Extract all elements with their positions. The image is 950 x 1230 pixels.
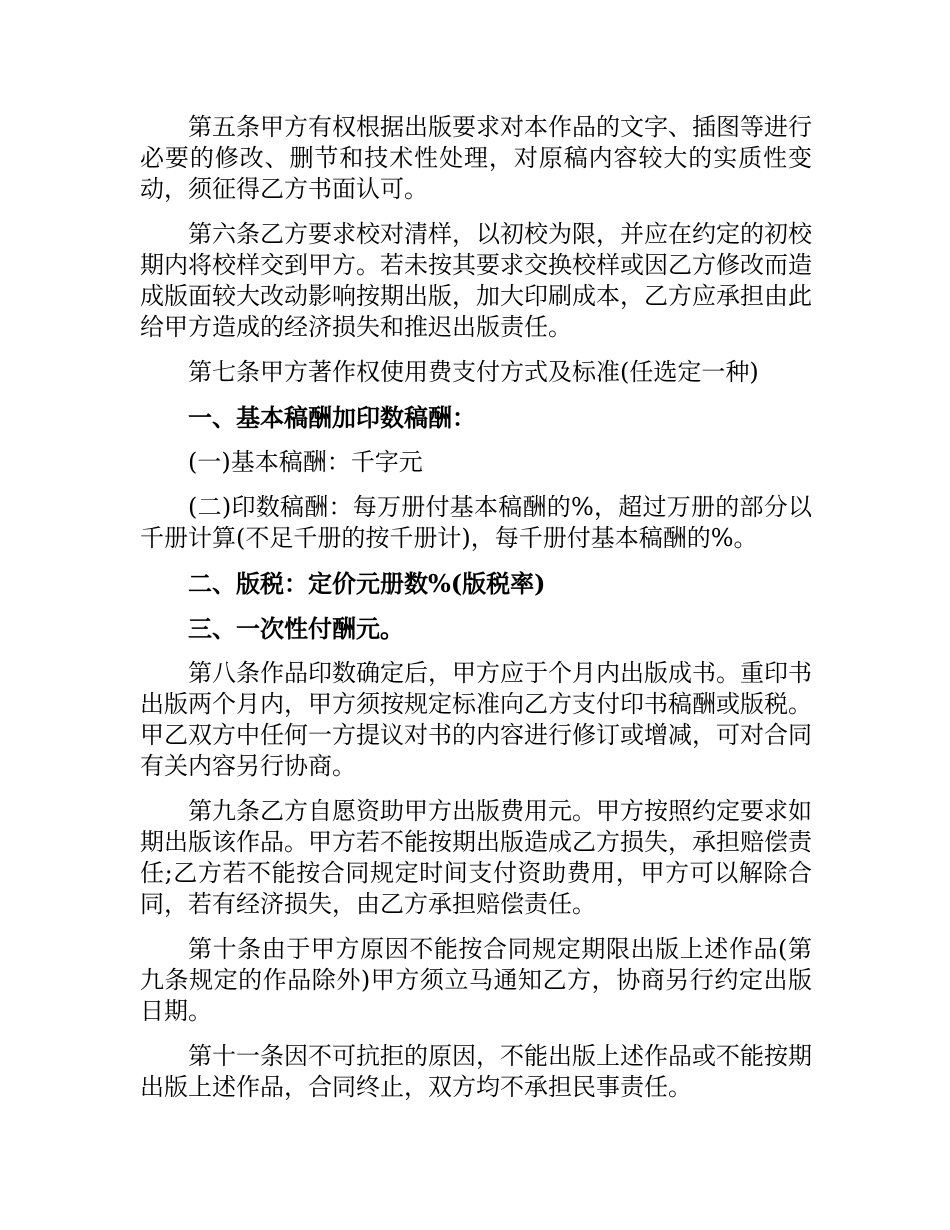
clause-8-paragraph: 第八条作品印数确定后，甲方应于个月内出版成书。重印书出版两个月内，甲方须按规定标准向乙方支付印书稿酬或版税。甲乙双方中任何一方提议对书的内容进行修订或增减，可对合同有关内容另行协商。 [140,659,812,780]
clause-6-paragraph: 第六条乙方要求校对清样，以初校为限，并应在约定的初校期内将校样交到甲方。若未按其要求交换校样或因乙方修改而造成版面较大改动影响按期出版，加大印刷成本，乙方应承担由此给甲方造成的经济损失和推迟出版责任。 [140,220,812,341]
basic-royalty-item: (一)基本稿酬：千字元 [188,448,423,476]
print-run-royalty-item: (二)印数稿酬：每万册付基本稿酬的%，超过万册的部分以千册计算(不足千册的按千册计)，每千册付基本稿酬的%。 [140,493,812,552]
clause-5-paragraph: 第五条甲方有权根据出版要求对本作品的文字、插图等进行必要的修改、删节和技术性处理，对原稿内容较大的实质性变动，须征得乙方书面认可。 [140,113,812,203]
document-page [140,112,812,1117]
option-1-heading: 一、基本稿酬加印数稿酬： [188,403,476,432]
option-2-heading: 二、版税：定价元册数%(版税率) [188,569,546,598]
option-3-heading: 三、一次性付酬元。 [188,614,404,643]
clause-10-paragraph: 第十条由于甲方原因不能按合同规定期限出版上述作品(第九条规定的作品除外)甲方须立马通知乙方，协商另行约定出版日期。 [140,935,812,1025]
clause-11-paragraph: 第十一条因不可抗拒的原因，不能出版上述作品或不能按期出版上述作品，合同终止，双方均不承担民事责任。 [140,1042,812,1101]
clause-7-paragraph: 第七条甲方著作权使用费支付方式及标准(任选定一种) [188,358,759,386]
clause-9-paragraph: 第九条乙方自愿资助甲方出版费用元。甲方按照约定要求如期出版该作品。甲方若不能按期出版造成乙方损失，承担赔偿责任;乙方若不能按合同规定时间支付资助费用，甲方可以解除合同，若有经济损失，由乙方承担赔偿责任。 [140,797,812,918]
